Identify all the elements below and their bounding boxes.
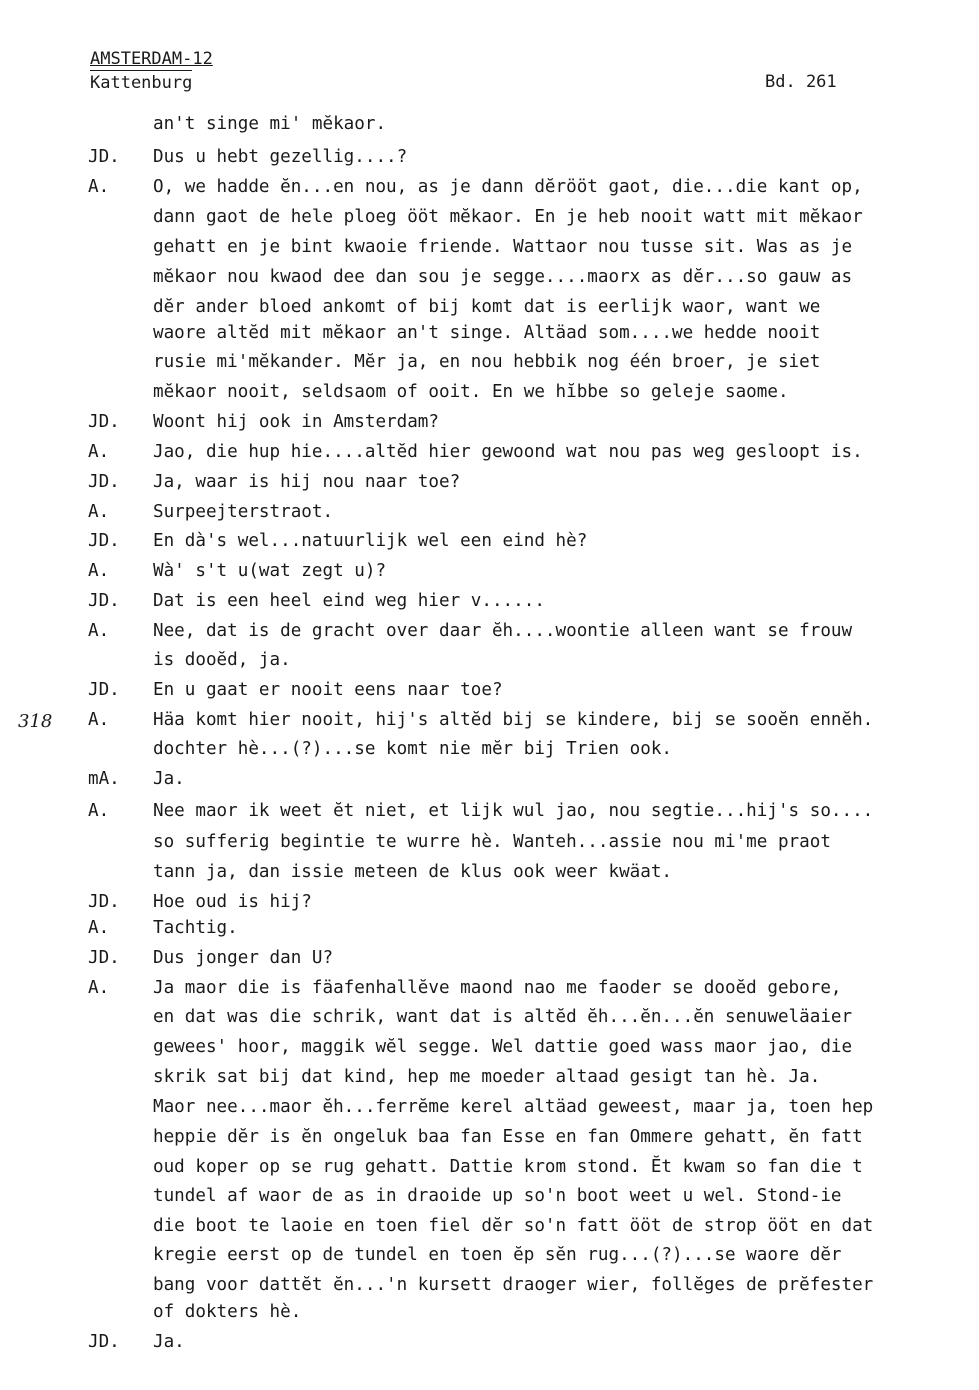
margin-note: 318 — [18, 711, 53, 732]
transcript-line: die boot te laoie en toen fiel dĕr so'n fatt ööt de strop ööt en dat — [153, 1216, 874, 1236]
speaker-label: JD. — [88, 1332, 120, 1352]
transcript-line: En dà's wel...natuurlijk wel een eind hè? — [153, 531, 588, 551]
transcript-line: kregie eerst op de tundel en toen ĕp sĕn rug...(?)...se waore dĕr — [153, 1245, 842, 1265]
transcript-line: gehatt en je bint kwaoie friende. Wattaor nou tusse sit. Was as je — [153, 237, 853, 257]
transcript-line: Häa komt hier nooit, hij's altĕd bij se kindere, bij se sooĕn ennĕh. — [153, 710, 874, 730]
speaker-label: JD. — [88, 147, 120, 167]
speaker-label: A. — [88, 177, 110, 197]
speaker-label: JD. — [88, 412, 120, 432]
speaker-label: mA. — [88, 769, 120, 789]
transcript-line: Ja. — [153, 1332, 185, 1352]
transcript-line: an't singe mi' mĕkaor. — [153, 114, 387, 134]
transcript-line: of dokters hè. — [153, 1302, 302, 1322]
transcript-line: Dus u hebt gezellig....? — [153, 147, 408, 167]
header-location: AMSTERDAM-12 — [90, 49, 213, 69]
transcript-line: dann gaot de hele ploeg ööt mĕkaor. En je heb nooit watt mit mĕkaor — [153, 207, 863, 227]
transcript-line: Ja, waar is hij nou naar toe? — [153, 472, 461, 492]
transcript-line: heppie dĕr is ĕn ongeluk baa fan Esse en fan Ommere gehatt, ĕn fatt — [153, 1127, 863, 1147]
speaker-label: A. — [88, 978, 110, 998]
transcript-line: O, we hadde ĕn...en nou, as je dann dĕrööt gaot, die...die kant op, — [153, 177, 863, 197]
transcript-line: waore altĕd mit mĕkaor an't singe. Altäad som....we hedde nooit — [153, 323, 821, 343]
transcript-line: Maor nee...maor ĕh...ferrĕme kerel altäad geweest, maar ja, toen hep — [153, 1097, 874, 1117]
transcript-line: Tachtig. — [153, 918, 238, 938]
transcript-line: tann ja, dan issie meteen de klus ook weer kwäat. — [153, 862, 673, 882]
transcript-line: is dooĕd, ja. — [153, 650, 291, 670]
transcript-line: skrik sat bij dat kind, hep me moeder altaad gesigt tan hè. Ja. — [153, 1067, 821, 1087]
transcript-line: Nee maor ik weet ĕt niet, et lijk wul jao, nou segtie...hij's so.... — [153, 801, 874, 821]
transcript-line: Jao, die hup hie....altĕd hier gewoond wat nou pas weg gesloopt is. — [153, 442, 863, 462]
transcript-line: Surpeejterstraot. — [153, 502, 334, 522]
speaker-label: A. — [88, 442, 110, 462]
speaker-label: JD. — [88, 680, 120, 700]
transcript-line: Dus jonger dan U? — [153, 948, 334, 968]
speaker-label: A. — [88, 710, 110, 730]
transcript-line: Ja. — [153, 769, 185, 789]
transcript-line: mĕkaor nou kwaod dee dan sou je segge....maorx as dĕr...so gauw as — [153, 267, 853, 287]
transcript-line: mĕkaor nooit, seldsaom of ooit. En we hĭbbe so geleje saome. — [153, 382, 789, 402]
transcript-line: oud koper op se rug gehatt. Dattie krom stond. Ĕt kwam so fan die t — [153, 1157, 863, 1177]
transcript-line: rusie mi'mĕkander. Mĕr ja, en nou hebbik nog één broer, je siet — [153, 352, 821, 372]
transcript-line: bang voor dattĕt ĕn...'n kursett draoger wier, follĕges de prĕfester — [153, 1275, 874, 1295]
page-number: Bd. 261 — [765, 72, 837, 92]
transcript-line: Wà' s't u(wat zegt u)? — [153, 561, 387, 581]
speaker-label: JD. — [88, 948, 120, 968]
speaker-label: JD. — [88, 892, 120, 912]
speaker-label: A. — [88, 561, 110, 581]
speaker-label: JD. — [88, 591, 120, 611]
speaker-label: JD. — [88, 472, 120, 492]
transcript-line: en dat was die schrik, want dat is altĕd ĕh...ĕn...ĕn senuweläaier — [153, 1007, 853, 1027]
transcript-line: tundel af waor de as in draoide up so'n boot weet u wel. Stond-ie — [153, 1186, 842, 1206]
transcript-line: Hoe oud is hij? — [153, 892, 312, 912]
transcript-line: gewees' hoor, maggik wĕl segge. Wel dattie goed wass maor jao, die — [153, 1037, 853, 1057]
speaker-label: A. — [88, 502, 110, 522]
speaker-label: A. — [88, 918, 110, 938]
transcript-line: dochter hè...(?)...se komt nie mĕr bij Trien ook. — [153, 739, 673, 759]
transcript-line: En u gaat er nooit eens naar toe? — [153, 680, 503, 700]
transcript-line: Woont hij ook in Amsterdam? — [153, 412, 439, 432]
speaker-label: JD. — [88, 531, 120, 551]
speaker-label: A. — [88, 621, 110, 641]
transcript-line: Dat is een heel eind weg hier v...... — [153, 591, 545, 611]
speaker-label: A. — [88, 801, 110, 821]
transcript-line: Ja maor die is fäafenhallĕve maond nao me faoder se dooĕd gebore, — [153, 978, 842, 998]
header-district: Kattenburg — [90, 70, 192, 94]
transcript-line: Nee, dat is de gracht over daar ĕh....woontie alleen want se frouw — [153, 621, 853, 641]
transcript-line: dĕr ander bloed ankomt of bij komt dat is eerlijk waor, want we — [153, 297, 821, 317]
transcript-line: so sufferig begintie te wurre hè. Wanteh...assie nou mi'me praot — [153, 832, 831, 852]
